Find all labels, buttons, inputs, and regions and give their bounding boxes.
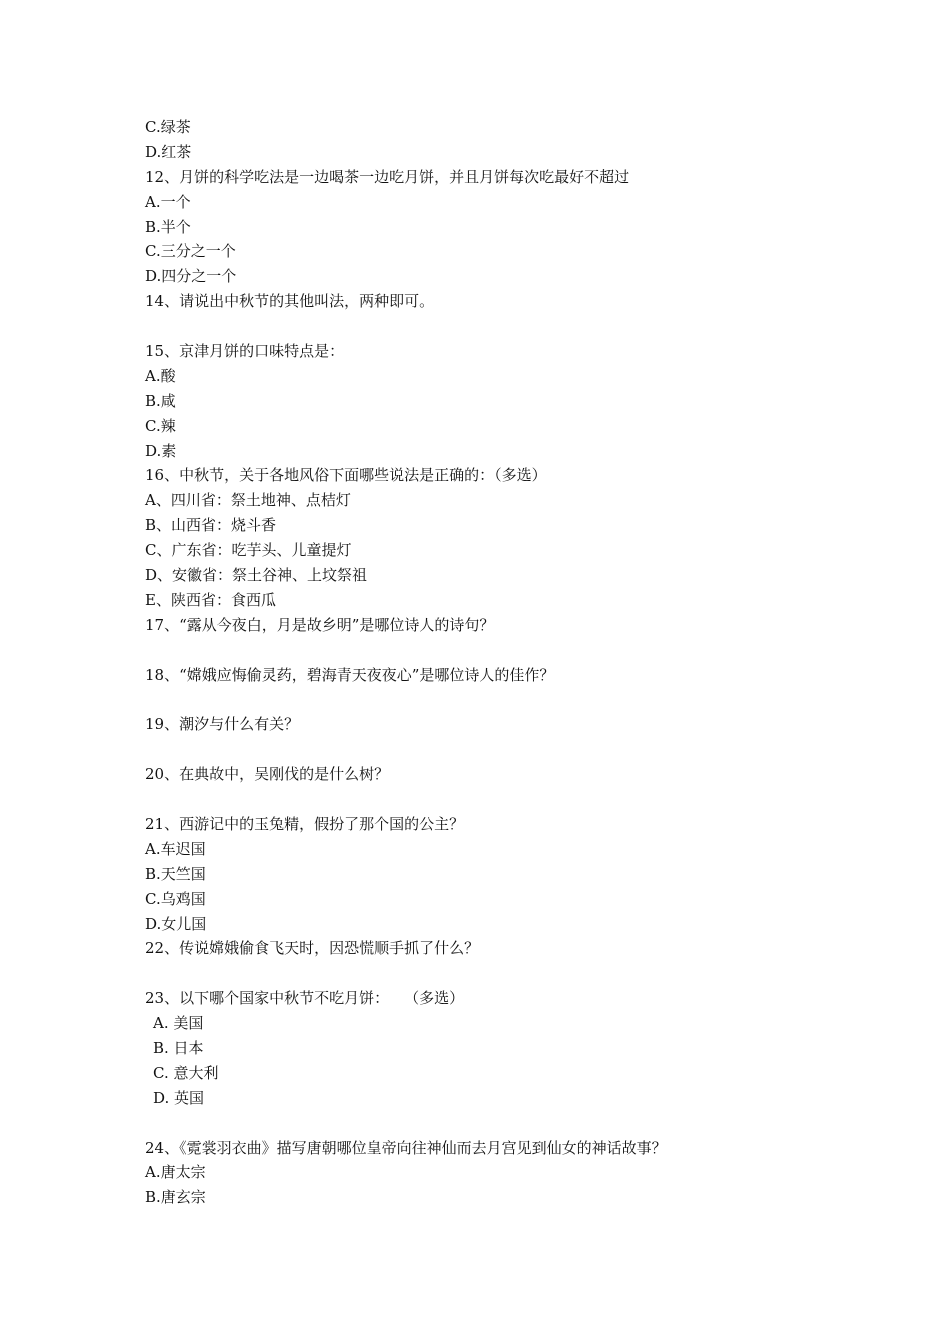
blank-line	[145, 961, 845, 986]
text-line: A、四川省：祭土地神、点桔灯	[145, 491, 351, 510]
text-line: D.红茶	[145, 142, 192, 161]
text-line: 23、以下哪个国家中秋节不吃月饼： （多选）	[145, 989, 465, 1008]
text-line: A.车迟国	[145, 839, 206, 858]
text-line: 24、《霓裳羽衣曲》描写唐朝哪位皇帝向往神仙而去月宫见到仙女的神话故事？	[145, 1138, 667, 1157]
text-line: D. 英国	[153, 1088, 205, 1107]
blank-line	[145, 737, 845, 762]
text-line: C.辣	[145, 416, 176, 435]
text-line: 21、西游记中的玉兔精，假扮了那个国的公主？	[145, 814, 465, 833]
text-line: C.乌鸡国	[145, 889, 206, 908]
text-line: 14、请说出中秋节的其他叫法，两种即可。	[145, 292, 435, 311]
text-line: 18、“嫦娥应悔偷灵药，碧海青天夜夜心”是哪位诗人的佳作？	[145, 665, 555, 684]
text-line: A. 美国	[153, 1014, 204, 1033]
text-line: D.素	[145, 441, 177, 460]
text-line: B、山西省：烧斗香	[145, 516, 277, 535]
text-line: B.唐玄宗	[145, 1188, 206, 1207]
blank-line	[145, 687, 845, 712]
text-line: 12、月饼的科学吃法是一边喝茶一边吃月饼，并且月饼每次吃最好不超过	[145, 167, 630, 186]
text-line: D.女儿国	[145, 914, 207, 933]
text-line: 20、在典故中，吴刚伐的是什么树？	[145, 765, 390, 784]
text-line: C. 意大利	[153, 1063, 219, 1082]
blank-line	[145, 787, 845, 812]
text-line: B.天竺国	[145, 864, 206, 883]
text-line: A.酸	[145, 366, 176, 385]
text-line: E、陕西省：食西瓜	[145, 590, 276, 609]
blank-line	[145, 1111, 845, 1136]
text-line: 15、京津月饼的口味特点是：	[145, 342, 345, 361]
text-line: 17、“露从今夜白，月是故乡明”是哪位诗人的诗句？	[145, 615, 495, 634]
text-line: 19、潮汐与什么有关？	[145, 715, 300, 734]
text-line: B.咸	[145, 391, 176, 410]
text-line: B. 日本	[153, 1038, 204, 1057]
text-line: 16、中秋节，关于各地风俗下面哪些说法是正确的：（多选）	[145, 466, 547, 485]
document-body	[145, 115, 845, 1210]
text-line: D.四分之一个	[145, 267, 237, 286]
blank-line	[145, 638, 845, 663]
blank-line	[145, 314, 845, 339]
text-line: B.半个	[145, 217, 191, 236]
text-line: C.三分之一个	[145, 242, 236, 261]
text-line: C、广东省：吃芋头、儿童提灯	[145, 541, 352, 560]
text-line: A.唐太宗	[145, 1163, 206, 1182]
text-line: 22、传说嫦娥偷食飞天时，因恐慌顺手抓了什么？	[145, 939, 480, 958]
text-line: A.一个	[145, 192, 191, 211]
text-line: C.绿茶	[145, 118, 191, 136]
text-line: D、安徽省：祭土谷神、上坟祭祖	[145, 566, 368, 585]
